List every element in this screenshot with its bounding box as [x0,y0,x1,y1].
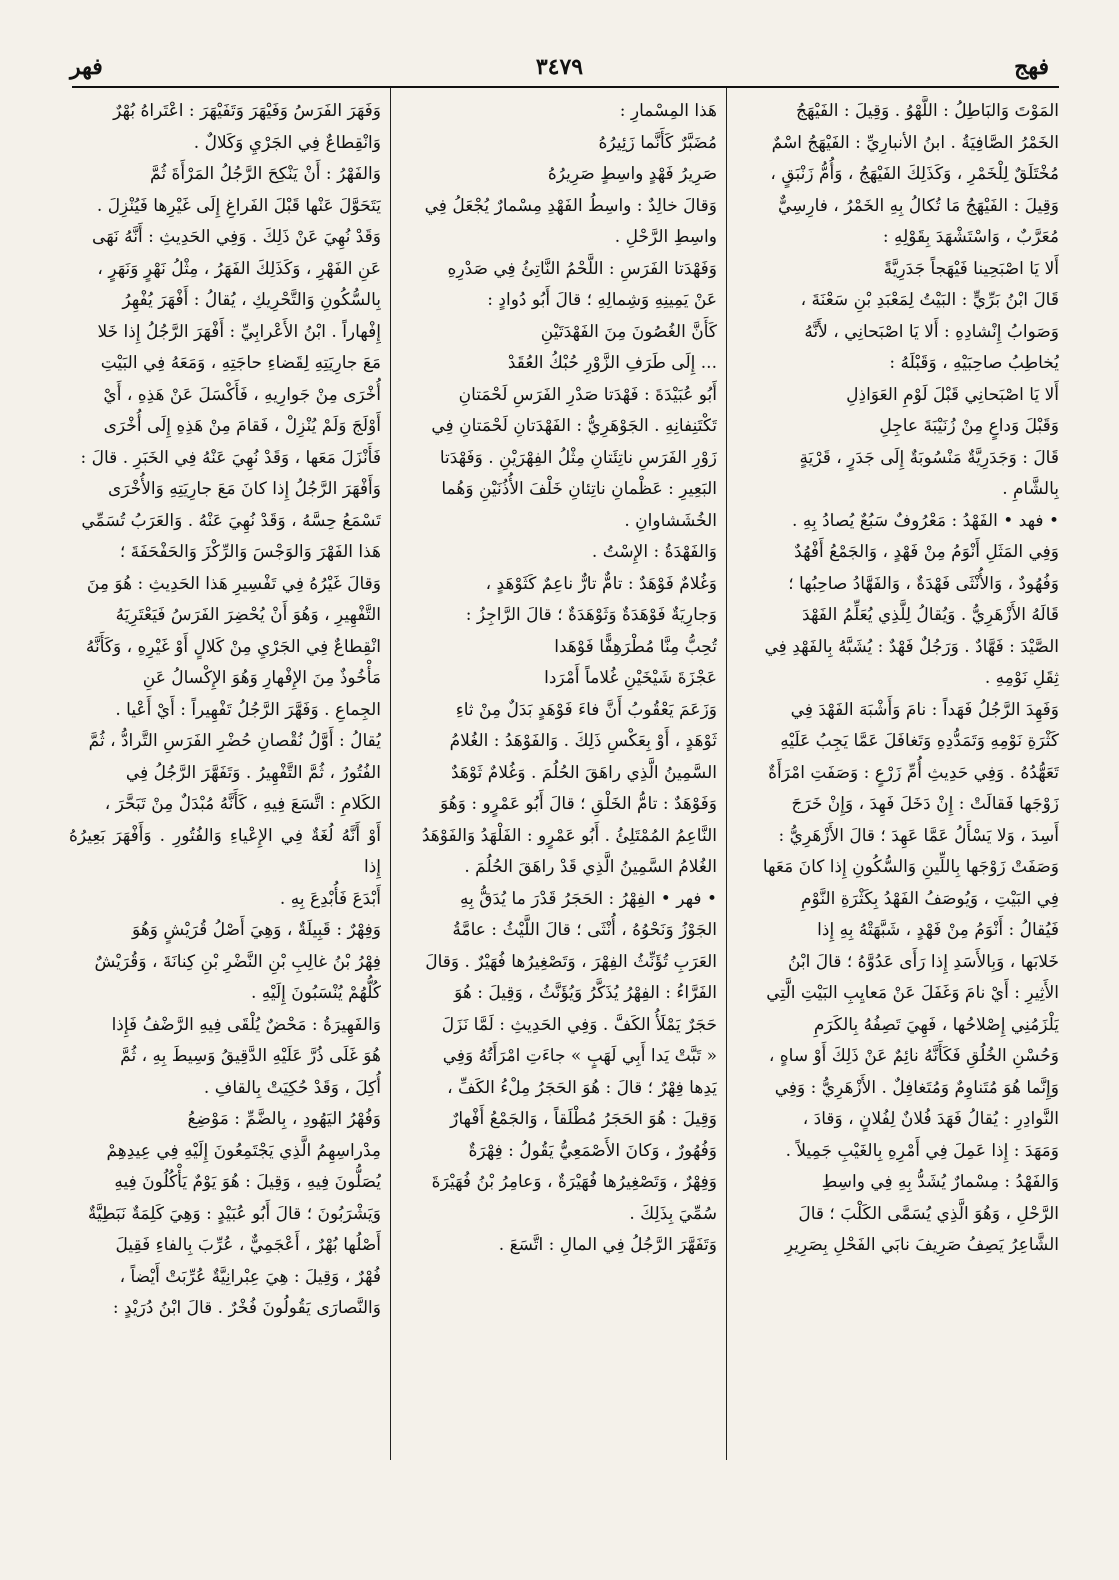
text-line: يُقالُ : أَوَّلُ نُقْصانِ حُضْرِ الفَرَسِ التَّرادُّ ، ثُمَّ [88,731,381,751]
column-divider-right [726,88,728,1460]
text-line: وَقَبْلَ وَداعٍ مِنْ زُنَيْبَةَ عاجِلِ [879,416,1059,436]
text-line: وَالفَهْدَةُ : الإِسْتُ . [591,542,717,562]
text-line: وَصَوابُ إِنْشادِهِ : أَلا يَا اصْبَحانِي ، لأَنَّهُ [804,321,1059,342]
text-line: الأَثِيرِ : أَيْ نامَ وَغَفَلَ عَنْ مَعايِبِ البَيْتِ الَّتِي [766,983,1059,1003]
text-line: وَقِيلَ : الفَيْهَجُ مَا تُكالُ بِهِ الخَمْرُ ، فارِسِيٌّ [777,195,1059,216]
text-line: انْقِطاعٌ فِي الجَرْيِ مِنْ كَلالٍ أَوْ غَيْرِهِ ، وَكَأَنَّهُ [85,636,381,657]
text-line: عَجْزَةَ شَيْخَيْنِ غُلاماً أَمْرَدا [544,668,717,688]
text-line: الغُلامُ السَّمِينُ الَّذِي قَدْ راهَقَ الحُلُمَ . [464,857,717,877]
text-line: فَأَنْزَلَ مَعَها ، وَقَدْ نُهِيَ عَنْهُ فِي الخَبَرِ . قالَ : [80,447,381,468]
text-line: أُكِلَ ، وَقَدْ حُكِيَتْ بِالقافِ . [203,1077,381,1098]
text-line: الخَمْرُ الصَّافِيَةُ . ابنُ الأنبارِيِّ : الفَيْهَجُ اسْمٌ [771,132,1059,153]
text-line: مَعَ جارِيَتِهِ لِقَضاءِ حاجَتِهِ ، وَمَعَهُ فِي البَيْتِ [100,353,381,373]
text-line: وَغُلامٌ فَوْهَدٌ : تامٌّ تارٌّ ناعِمٌ كَثَوْهَدٍ ، [485,573,717,594]
text-line: الجِماعِ . وَفَهَّرَ الرَّجُلُ تَفْهِيراً : أَيْ أَعْيا . [115,699,381,720]
text-line: النَّاعِمُ المُمْتَلِئُ . أَبُو عَمْرٍو : الفَلْهَدُ وَالفَوْهَدُ [421,825,717,846]
text-line: مُعَرَّبٌ ، وَاسْتَشْهَدَ بِقَوْلِهِ : [882,227,1059,247]
text-line: كَأَنَّ الغُصُونَ مِنَ الفَهْدَتَيْنِ [540,321,717,342]
text-line: قَالَهُ الأَزْهَرِيُّ . وَيُقالُ لِلَّذِي يُعَلِّمُ الفَهْدَ [802,605,1059,625]
text-line: قَالَ ابْنُ بَرِّيٍّ : البَيْتُ لِمَعْبَدِ بْنِ سَعْنَةَ ، [800,290,1059,310]
text-line: وَفُهْرُ اليَهُودِ ، بِالضَّمِّ : مَوْضِعُ [187,1109,381,1129]
running-head-left: فهر [70,54,103,80]
text-line: تُحِبُّ مِنَّا مُطْرَهِفًّا فَوْهَدا [554,636,717,657]
text-line: البَعِيرِ : عَظْمانِ ناتِئانِ خَلْفَ الأُذُنَيْنِ وَهُما [441,479,717,499]
text-line: وَالنَّصارَى يَقُولُونَ فُخْرٌ . قالَ ابْنُ دُرَيْدٍ : [112,1298,381,1318]
text-line: أُخْرَى مِنْ جَوارِيهِ ، فَأَكْسَلَ عَنْ هَذِهِ ، أَيْ [103,384,381,405]
text-line: أَبُو عُبَيْدَةَ : فَهْدَتا صَدْرِ الفَرَسِ لَحْمَتانِ [458,384,717,405]
text-line: وَإِنَّما هُوَ مُتَناوِمٌ وَمُتَغافِلٌ . الأَزْهَرِيُّ : وَفِي [774,1077,1059,1098]
text-line: ثَوْهَدٍ ، أَوْ بِعَكْسِ ذَلِكَ . وَالفَوْهَدُ : الغُلامُ [449,731,717,751]
text-line: ... إِلَى طَرَفِ الزَّوْرِ حُبْكُ العُقَدْ [507,353,717,373]
text-line: وَمَهَدَ : إِذا عَمِلَ فِي أَمْرِهِ بِالغَيْبِ جَمِيلاً . [785,1140,1059,1161]
text-line: الشَّاعِرُ يَصِفُ صَرِيفَ نابَي الفَحْلِ بِصَرِيرِ [784,1235,1059,1255]
header-rule [72,86,1059,88]
text-line: وَالفَهِيرَةُ : مَحْضٌ يُلْقَى فِيهِ الرَّضْفُ فَإِذا [111,1014,381,1035]
text-line: يُخاطِبُ صاحِبَيْهِ ، وَقَبْلَهُ : [889,353,1059,373]
text-line: وَقَدْ نُهِيَ عَنْ ذَلِكَ . وَفِي الحَدِيثِ : أَنَّهُ نَهَى [92,227,381,247]
text-line: خَلابَها ، وَبِالأَسَدِ إِذا رَأَى عَدُوَّهُ ؛ قالَ ابْنُ [788,951,1059,972]
text-line: أَصْلُها بُهْرٌ ، أَعْجَمِيٌّ ، عُرِّبَ بِالفاءِ فَقِيلَ [115,1235,381,1255]
text-line: وَأَفْهَرَ الرَّجُلُ إِذا كانَ مَعَ جارِيَتِهِ وَالأُخْرَى [108,479,381,499]
text-line: وَفِهْرٌ ، وَتَصْغِيرُها فُهَيْرَةٌ ، وَعامِرُ بْنُ فُهَيْرَةَ [431,1172,717,1192]
text-line: الفَرَّاءُ : الفِهْرُ يُذَكَّرُ وَيُؤَنَّثُ ، وَقِيلَ : هُوَ [454,983,717,1003]
column-left [69,96,381,1456]
text-line: مَأْخُوذٌ مِنَ الإِفْهارِ وَهُوَ الإِكْسالُ عَنِ [142,668,381,688]
text-line: وَالفَهْدُ : مِسْمارٌ يُشَدُّ بِهِ فِي واسِطِ [821,1172,1059,1192]
text-line: مِدْراسِهِمُ الَّذِي يَجْتَمِعُونَ إِلَيْهِ فِي عِيدِهِمْ [106,1140,381,1161]
text-line: هَذا المِسْمارِ : [619,101,717,121]
text-line: هَذا الفَهْرَ وَالوَجْسَ وَالرِّكْزَ وَالحَفْحَفَةَ ؛ [119,542,381,562]
text-line: أَوْ أَنَّهُ لُغَةٌ فِي الإِعْياءِ وَالفُتُورِ . وَأَفْهَرَ بَعِيرُهُ إِذا [69,825,381,877]
text-line: وَفَوْهَدٌ : تامُّ الخَلْقِ ؛ قالَ أَبُو عَمْرٍو : وَهُوَ [439,794,717,814]
text-line: وَصَفَتْ زَوْجَها بِاللِّينِ وَالسُّكُونِ إِذا كانَ مَعَها [762,857,1059,877]
text-line: وَفُهُورٌ ، وَكانَ الأَصْمَعِيُّ يَقُولُ : فِهْرَةٌ [468,1140,717,1161]
text-line: وَقالَ غَيْرُهُ فِي تَفْسِيرِ هَذا الحَدِيثِ : هُوَ مِنَ [86,573,381,594]
text-line: بِالسُّكُونِ وَالتَّحْرِيكِ ، يُقالُ : أَفْهَرَ يُفْهِرُ [122,290,381,310]
text-line: وَالفَهْرُ : أَنْ يَنْكِحَ الرَّجُلُ المَرْأَةَ ثُمَّ [150,164,381,184]
text-line: • فهر • الفِهْرُ : الحَجَرُ قَدْرَ ما يُدَقُّ بِهِ [460,888,717,909]
text-line: الكَلامِ : اتَّسَعَ فِيهِ ، كَأَنَّهُ مُبْدَلٌ مِنْ تَبَحَّرَ ، [104,794,381,814]
text-line: وَفَهَرَ الفَرَسُ وَفَيْهَرَ وَتَفَيْهَرَ : اعْتَراهُ بُهْرٌ [113,101,381,121]
text-line: كَثْرَةِ نَوْمِهِ وَتَمَدُّدِهِ وَتَغافَلَ عَمَّا يَجِبُ عَلَيْهِ [780,731,1059,751]
text-line: • فهد • الفَهْدُ : مَعْرُوفٌ سَبُعٌ يُصادُ بِهِ . [792,510,1059,531]
text-line: المَوْتَ وَالبَاطِلُ : اللَّهْوُ . وَقِيلَ : الفَيْهَجُ [796,101,1059,121]
text-line: تَسْمَعُ حِسَّهُ ، وَقَدْ نُهِيَ عَنْهُ . وَالعَرَبُ تُسَمِّي [81,510,381,531]
text-line: واسِطِ الرَّحْلِ . [614,227,717,247]
text-line: صَرِيرُ فَهْدٍ واسِطٍ صَرِيرُهُ [547,164,717,184]
text-line: وَحُسْنِ الخُلُقِ فَكَأَنَّهُ نائِمٌ عَنْ ذَلِكَ أَوْ ساهٍ ، [768,1046,1059,1066]
text-line: مُخْتَلَقٌ لِلْخَمْرِ ، وَكَذَلِكَ الفَيْهَجُ ، وَأُمُّ زَنْبَقٍ ، [770,164,1059,184]
text-line: وَفِهْرٌ : قَبِيلَةٌ ، وَهِيَ أَصْلُ قُرَيْشٍ وَهُوَ [132,920,381,940]
text-line: أَلا يَا اصْبَحانِي قَبْلَ لَوْمِ العَوَاذِلِ [846,384,1059,405]
text-line: مُضَبَّرٌ كَأَنَّما زَئِيرُهُ [598,132,717,153]
text-line: قَالَ : وَجَدَرِيَّةٌ مَنْسُوبَةٌ إِلَى جَدَرٍ ، قَرْيَةٍ [799,447,1059,468]
text-line: الجَوْزُ وَنَحْوُهُ ، أُنْثَى ؛ قالَ اللَّيْثُ : عامَّةُ [452,920,717,940]
text-line: يُصَلُّونَ فِيهِ ، وَقِيلَ : هُوَ يَوْمٌ يَأْكُلُونَ فِيهِ [114,1172,381,1192]
text-line: عَنْ يَمِينِهِ وَشِمالِهِ ؛ قالَ أَبُو دُوادٍ : [487,290,717,310]
text-line: تَكْتَنِفانِهِ . الجَوْهَرِيُّ : الفَهْدَتانِ لَحْمَتانِ فِي [431,416,717,436]
text-line: العَرَبِ تُؤَنِّثُ الفِهْرَ ، وَتَصْغِيرُها فُهَيْرٌ . وَقالَ [425,951,717,972]
text-line: الفُتُورُ ، ثُمَّ التَّفْهِيرُ . وَتَفَهَّرَ الرَّجُلُ فِي [125,762,381,783]
text-line: وَتَفَهَّرَ الرَّجُلُ فِي المالِ : اتَّسَعَ . [498,1235,717,1255]
text-line: وَيَشْرَبُونَ ؛ قالَ أَبُو عُبَيْدٍ : وَهِيَ كَلِمَةٌ نَبَطِيَّةٌ [87,1203,381,1224]
page-header [70,48,1049,88]
text-line: حَجَرٌ يَمْلَأُ الكَفَّ . وَفِي الحَدِيثِ : لَمَّا نَزَلَ [441,1014,717,1035]
page-number: ٣٤٧٩ [535,54,584,80]
text-line: هُوَ غَلَى ذُرَّ عَلَيْهِ الدَّقِيقُ وَسِيطَ بِهِ ، ثُمَّ [120,1046,381,1066]
text-line: أَوْلَجَ وَلَمْ يُنْزِلْ ، فَقامَ مِنْ هَذِهِ إِلَى أُخْرَى [103,416,381,436]
column-middle [395,96,717,1456]
column-right [737,96,1059,1456]
text-line: يَلْزَمُنِي إِصْلاحُها ، فَهِيَ تَصِفُهُ بِالكَرَمِ [813,1014,1059,1035]
text-line: السَّمِينُ الَّذِي راهَقَ الحُلُمَ . وَغُلامٌ ثَوْهَدٌ [451,762,717,783]
text-line: فَيُقالُ : أَنْوَمُ مِنْ فَهْدٍ ، شَبَّهَتْهُ بِهِ إِذا [817,920,1059,940]
text-line: « تَبَّتْ يَدا أَبِي لَهَبٍ » جاءَتِ امْرَأَتُهُ وَفِي [442,1046,717,1066]
text-line: وَقالَ خالِدٌ : واسِطُ الفَهْدِ مِسْمارٌ يُجْعَلُ فِي [424,195,717,216]
text-line: يَدِها فِهْرٌ ؛ قالَ : هُوَ الحَجَرُ مِلْءُ الكَفِّ ، [447,1077,717,1098]
text-line: وَفَهْدَتا الفَرَسِ : اللَّحْمُ النَّاتِئُ فِي صَدْرِهِ [447,258,717,279]
text-line: أَبْدَعَ فَأُبْدِعَ بِهِ . [279,888,381,909]
text-line: الصَّيْدَ : فَهَّادٌ . وَرَجُلٌ فَهْدٌ : يُشَبَّهُ بِالفَهْدِ فِي [764,636,1059,657]
text-line: النَّوادِرِ : يُقالُ فَهَدَ فُلانٌ لِفُلانٍ ، وَقادَ ، [802,1109,1059,1129]
text-line: ثِقَلِ نَوْمِهِ . [984,668,1059,688]
text-line: زَوْرِ الفَرَسِ ناتِئَتانِ مِثْلُ الفِهْرَيْنِ . وَفَهْدَتا [439,447,717,468]
text-line: فُهْرٌ ، وَقِيلَ : هِيَ عِبْرانِيَّةٌ عُرِّبَتْ أَيْضاً ، [119,1266,381,1287]
text-line: سُمِّيَ بِذَلِكَ . [629,1203,717,1224]
text-line: الخُشَشاوانِ . [624,510,717,531]
text-line: الرَّحْلِ ، وَهُوَ الَّذِي يُسَمَّى الكَلْبَ ؛ قالَ [798,1203,1059,1224]
text-line: التَّفْهِيرِ ، وَهُوَ أَنْ يُحْضِرَ الفَرَسُ فَيَعْتَرِيَهُ [115,605,381,625]
text-line: أَسِدَ ، وَلا يَسْأَلُ عَمَّا عَهِدَ ؛ قالَ الأَزْهَرِيُّ : [778,825,1059,846]
text-line: يَتَحَوَّلَ عَنْها قَبْلَ الفَراغِ إِلَى غَيْرِها فَيُنْزِلَ . [96,195,381,216]
text-line: وَفَهِدَ الرَّجُلُ فَهَداً : نامَ وَأَشْبَهَ الفَهْدَ فِي [790,699,1059,720]
text-line: وَفِي المَثَلِ أَنْوَمُ مِنْ فَهْدٍ ، وَالجَمْعُ أَفْهُدٌ [794,542,1059,562]
text-line: وَزَعَمَ يَعْقُوبُ أَنَّ فاءَ فَوْهَدٍ بَدَلٌ مِنْ ثاءِ [455,699,717,720]
text-line: أَلا يَا اصْبَحِينا فَيْهَجاً جَدَرِيَّةً [883,258,1059,279]
text-line: فِهْرُ بْنُ غالِبِ بْنِ النَّضْرِ بْنِ كِنانَةَ ، وَقُرَيْشٌ [94,951,381,972]
text-line: وَقِيلَ : هُوَ الحَجَرُ مُطْلَقاً ، وَالجَمْعُ أَفْهارٌ [450,1109,717,1129]
text-line: بِالشَّامِ . [1002,479,1059,499]
text-line: زَوْجَها فَقالَتْ : إِنْ دَخَلَ فَهِدَ ، وَإِنْ خَرَجَ [791,794,1059,814]
text-line: فِي البَيْتِ ، وَيُوصَفُ الفَهْدُ بِكَثْرَةِ النَّوْمِ [801,888,1059,909]
text-line: وَفُهُودٌ ، وَالأُنْثَى فَهْدَةٌ ، وَالفَهَّادُ صاحِبُها ؛ [788,573,1059,594]
text-line: إِفْهاراً . ابْنُ الأَعْرابِيِّ : أَفْهَرَ الرَّجُلُ إِذا خَلا [97,321,381,342]
text-line: عَنِ الفَهْرِ ، وَكَذَلِكَ الفَهَرُ ، مِثْلُ نَهْرٍ وَنَهَرٍ ، [97,258,381,279]
text-line: تَعَهُّدُهُ . وَفِي حَدِيثِ أُمِّ زَرْعٍ : وَصَفَتِ امْرَأَةٌ [768,762,1059,783]
running-head-right: فهج [1014,54,1049,80]
text-line: كُلُّهُمْ يُنْسَبُونَ إِلَيْهِ . [250,983,381,1003]
text-line: وَانْقِطاعٌ فِي الجَرْيِ وَكَلالٌ . [193,132,381,153]
text-line: وَجارِيَةٌ فَوْهَدَةٌ وَثَوْهَدَةٌ ؛ قالَ الرَّاجِزُ : [465,605,717,625]
column-divider-left [390,88,392,1460]
